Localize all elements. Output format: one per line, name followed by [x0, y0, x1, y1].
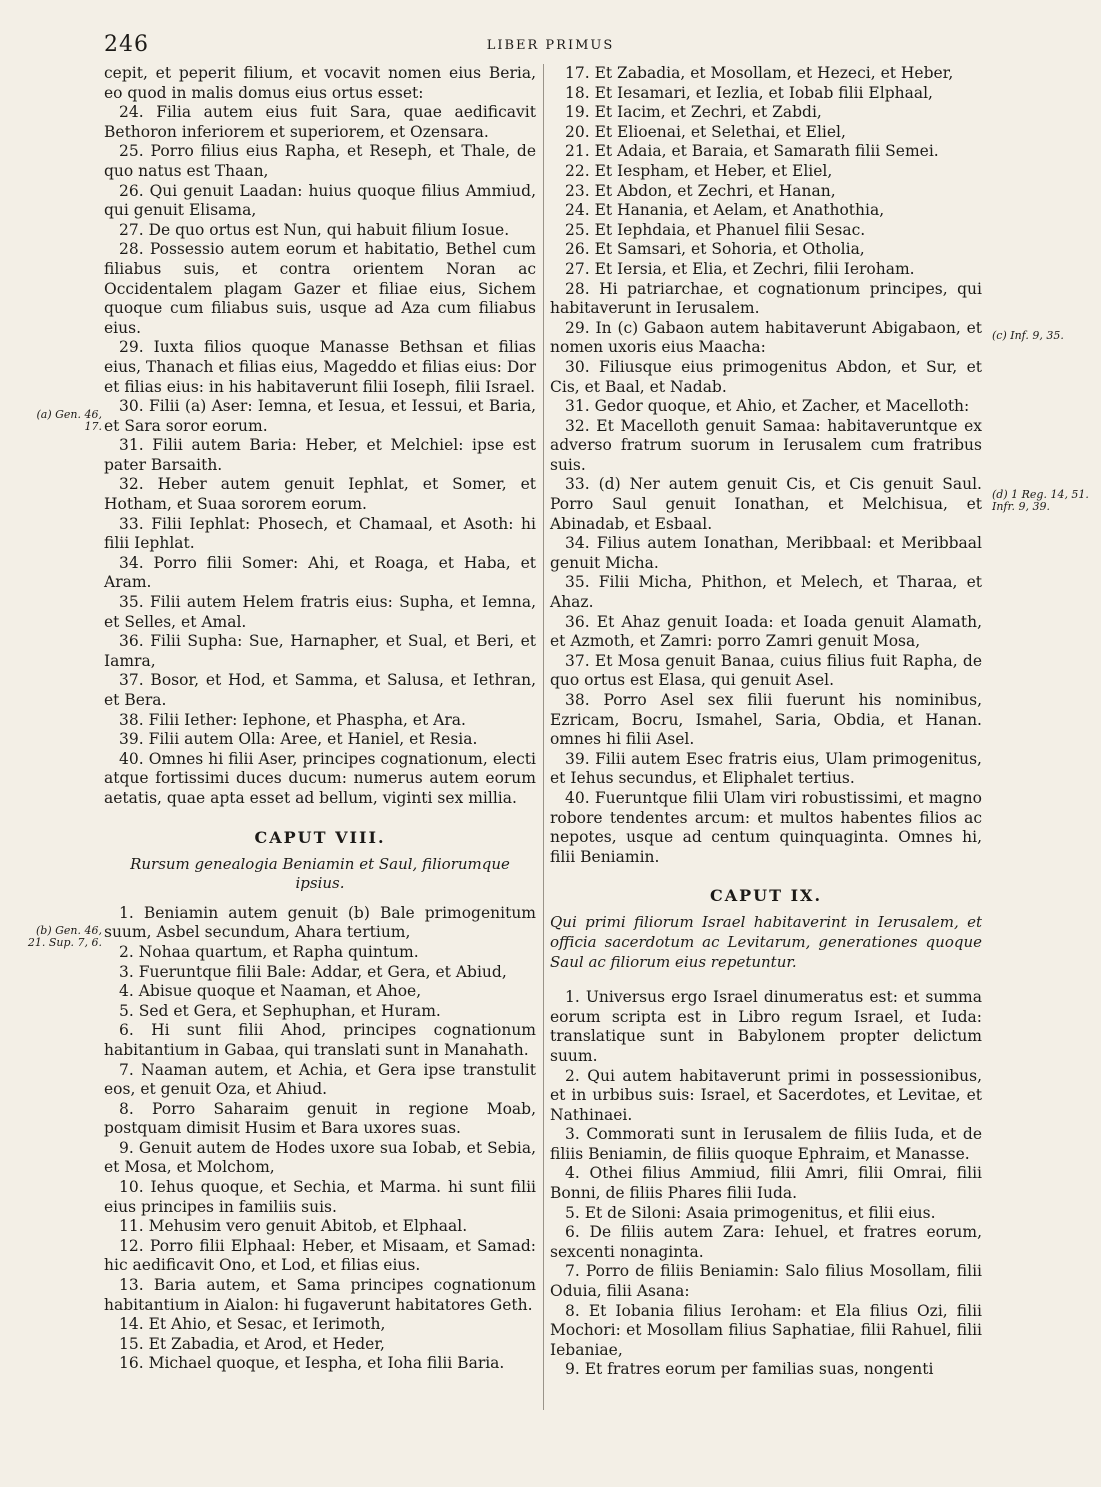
column-divider [543, 64, 544, 1410]
verse: 1. Beniamin autem genuit (b) Bale primogenitum suum, Asbel secundum, Ahara tertium, [104, 903, 536, 942]
verse: 4. Othei filius Ammiud, filii Amri, filii Omrai, filii Bonni, de filiis Phares filii Iuda. [550, 1164, 982, 1203]
verse: 2. Qui autem habitaverunt primi in possessionibus, et in urbibus suis: Israel, et Sacerdotes, et Levitae, et Nathinaei. [550, 1066, 982, 1124]
verse: 25. Porro filius eius Rapha, et Reseph, et Thale, de quo natus est Thaan, [104, 142, 536, 180]
verse: 10. Iehus quoque, et Sechia, et Marma. hi sunt filii eius principes in familiis suis. [104, 1178, 536, 1216]
verse: 16. Michael quoque, et Iespha, et Ioha filii Baria. [119, 1354, 505, 1373]
verse: 40. Omnes hi filii Aser, principes cognationum, electi atque fortissimi duces ducum: numerus autem eorum aetatis, quae apta esset ad bellum, viginti sex millia. [104, 749, 536, 807]
verse: 37. Bosor, et Hod, et Samma, et Salusa, et Iethran, et Bera. [104, 671, 536, 709]
verse: 28. Possessio autem eorum et habitatio, Bethel cum filiabus suis, et contra orientem Noran ac Occidentalem plagam Gazer et filiae eius, Sichem quoque cum filiabus suis, usque ad Aza cum filiabus eius. [104, 240, 536, 337]
verse: 7. Porro de filiis Beniamin: Salo filius Mosollam, filii Oduia, filii Asana: [550, 1262, 982, 1301]
verse: 30. Filiusque eius primogenitus Abdon, et Sur, et Cis, et Baal, et Nadab. [550, 357, 982, 396]
verse: 9. Et fratres eorum per familias suas, nongenti [565, 1360, 934, 1379]
chapter-heading: CAPUT VIII. [254, 827, 386, 847]
verse: 32. Et Macelloth genuit Samaa: habitaveruntque ex adverso fratrum suorum in Ierusalem cum fratribus suis. [550, 416, 982, 474]
verse: 36. Filii Supha: Sue, Harnapher, et Sual, et Beri, et Iamra, [104, 632, 536, 670]
verse: 25. Et Iephdaia, et Phanuel filii Sesac. [565, 220, 866, 239]
verse: 28. Hi patriarchae, et cognationum principes, qui habitaverunt in Ierusalem. [550, 279, 982, 318]
verse: 29. Iuxta filios quoque Manasse Bethsan et filias eius, Thanach et filias eius, Mageddo et filias eius: Dor et filias eius: in his habitaverunt filii Ioseph, filii Israel. [104, 338, 536, 396]
verse: 18. Et Iesamari, et Iezlia, et Iobab filii Elphaal, [565, 83, 933, 102]
verse: 24. Filia autem eius fuit Sara, quae aedificavit Bethoron inferiorem et superiorem, et Ozensara. [104, 103, 536, 141]
verse: 11. Mehusim vero genuit Abitob, et Elphaal. [119, 1217, 468, 1236]
verse: 3. Fueruntque filii Bale: Addar, et Gera, et Abiud, [119, 962, 507, 981]
verse: 14. Et Ahio, et Sesac, et Ierimoth, [119, 1315, 386, 1334]
verse: 34. Porro filii Somer: Ahi, et Roaga, et Haba, et Aram. [104, 553, 536, 592]
verse: 27. De quo ortus est Nun, qui habuit filium Iosue. [119, 220, 510, 239]
verse: 5. Et de Siloni: Asaia primogenitus, et filii eius. [565, 1203, 936, 1222]
verse: 38. Filii Iether: Iephone, et Phaspha, et Ara. [119, 710, 466, 729]
verse: 22. Et Iespham, et Heber, et Eliel, [565, 161, 833, 180]
verse: 33. Filii Iephlat: Phosech, et Chamaal, et Asoth: hi filii Iephlat. [104, 514, 536, 553]
verse: 9. Genuit autem de Hodes uxore sua Iobab, et Sebia, et Mosa, et Molchom, [104, 1138, 536, 1177]
verse: 31. Gedor quoque, et Ahio, et Zacher, et Macelloth: [565, 397, 970, 416]
verse: 7. Naaman autem, et Achia, et Gera ipse transtulit eos, et genuit Oza, et Ahiud. [104, 1060, 536, 1099]
verse: 19. Et Iacim, et Zechri, et Zabdi, [565, 103, 822, 122]
chapter-summary: Rursum genealogia Beniamin et Saul, filiorumque ipsius. [130, 854, 510, 893]
page-header [0, 32, 1101, 60]
verse: 29. In (c) Gabaon autem habitaverunt Abigabaon, et nomen uxoris eius Maacha: [550, 318, 982, 357]
verse: 34. Filius autem Ionathan, Meribbaal: et Meribbaal genuit Micha. [550, 534, 982, 572]
verse: 38. Porro Asel sex filii fuerunt his nominibus, Ezricam, Bocru, Ismahel, Saria, Obdia, et Hanan. omnes hi filii Asel. [550, 691, 982, 749]
verse: 12. Porro filii Elphaal: Heber, et Misaam, et Samad: hic aedificavit Ono, et Lod, et filias eius. [104, 1236, 536, 1275]
verse: 1. Universus ergo Israel dinumeratus est: et summa eorum scripta est in Libro regum Israel, et Iuda: translatique sunt in Babylonem propter delictum suum. [550, 988, 982, 1065]
marginal-note-c: (c) Inf. 9, 35. [992, 329, 1064, 342]
verse: 15. Et Zabadia, et Arod, et Heder, [119, 1334, 385, 1353]
verse: 2. Nohaa quartum, et Rapha quintum. [119, 942, 419, 961]
verse: 8. Et Iobania filius Ieroham: et Ela filius Ozi, filii Mochori: et Mosollam filius Saphatiae, filii Rahuel, filii Iebaniae, [550, 1301, 982, 1359]
verse: 26. Et Samsari, et Sohoria, et Otholia, [565, 240, 865, 259]
verse: cepit, et peperit filium, et vocavit nomen eius Beria, eo quod in malis domus eius ortus esset: [104, 64, 536, 102]
verse: 30. Filii (a) Aser: Iemna, et Iesua, et Iessui, et Baria, et Sara soror eorum. [104, 397, 536, 435]
verse: 20. Et Elioenai, et Selethai, et Eliel, [565, 122, 846, 141]
verse: 35. Filii autem Helem fratris eius: Supha, et Iemna, et Selles, et Amal. [104, 593, 536, 631]
verse: 31. Filii autem Baria: Heber, et Melchiel: ipse est pater Barsaith. [104, 436, 536, 474]
verse: 23. Et Abdon, et Zechri, et Hanan, [565, 181, 836, 200]
marginal-note-d: (d) 1 Reg. 14, 51. Infr. 9, 39. [992, 488, 1089, 513]
verse: 40. Fueruntque filii Ulam viri robustissimi, et magno robore tendentes arcum: et multos habentes filios ac nepotes, usque ad centum quinquaginta. Omnes hi, filii Beniamin. [550, 788, 982, 866]
page-number: 246 [104, 32, 149, 57]
verse: 8. Porro Saharaim genuit in regione Moab, postquam dimisit Husim et Bara uxores suas. [104, 1099, 536, 1138]
running-title: LIBER PRIMUS [486, 38, 615, 53]
verse: 3. Commorati sunt in Ierusalem de filiis Iuda, et de filiis Beniamin, de filiis quoque Ephraim, et Manasse. [550, 1125, 982, 1163]
left-column [104, 64, 536, 1374]
marginal-note-b: (b) Gen. 46, 21. Sup. 7, 6. [27, 924, 102, 949]
verse: 37. Et Mosa genuit Banaa, cuius filius fuit Rapha, de quo ortus est Elasa, qui genuit Asel. [550, 651, 982, 690]
verse: 26. Qui genuit Laadan: huius quoque filius Ammiud, qui genuit Elisama, [104, 181, 536, 220]
verse: 24. Et Hanania, et Aelam, et Anathothia, [565, 201, 885, 220]
verse: 6. De filiis autem Zara: Iehuel, et fratres eorum, sexcenti nonaginta. [550, 1223, 982, 1261]
verse: 36. Et Ahaz genuit Ioada: et Ioada genuit Alamath, et Azmoth, et Zamri: porro Zamri genuit Mosa, [550, 612, 982, 651]
verse: 39. Filii autem Esec fratris eius, Ulam primogenitus, et Iehus secundus, et Eliphalet tertius. [550, 749, 982, 788]
verse: 39. Filii autem Olla: Aree, et Haniel, et Resia. [119, 730, 478, 749]
verse: 13. Baria autem, et Sama principes cognationum habitantium in Aialon: hi fugaverunt habitatores Geth. [104, 1276, 536, 1314]
verse: 6. Hi sunt filii Ahod, principes cognationum habitantium in Gabaa, qui translati sunt in Manahath. [104, 1021, 536, 1059]
chapter-summary: Qui primi filiorum Israel habitaverint in Ierusalem, et officia sacerdotum ac Levitarum, generationes quoque Saul ac filiorum eius repetuntur. [550, 913, 982, 971]
verse: 35. Filii Micha, Phithon, et Melech, et Tharaa, et Ahaz. [550, 573, 982, 612]
verse: 5. Sed et Gera, et Sephuphan, et Huram. [119, 1001, 441, 1020]
marginal-note-a: (a) Gen. 46, 17. [36, 408, 102, 433]
verse: 27. Et Iersia, et Elia, et Zechri, filii Ieroham. [565, 259, 915, 278]
chapter-heading: CAPUT IX. [709, 886, 823, 906]
verse: 17. Et Zabadia, et Mosollam, et Hezeci, et Heber, [565, 64, 954, 82]
verse: 32. Heber autem genuit Iephlat, et Somer, et Hotham, et Suaa sororem eorum. [104, 475, 536, 514]
right-column [550, 64, 982, 1380]
verse: 4. Abisue quoque et Naaman, et Ahoe, [119, 982, 422, 1001]
verse: 21. Et Adaia, et Baraia, et Samarath filii Semei. [565, 142, 939, 161]
verse: 33. (d) Ner autem genuit Cis, et Cis genuit Saul. Porro Saul genuit Ionathan, et Melchisua, et Abinadab, et Esbaal. [550, 475, 982, 533]
